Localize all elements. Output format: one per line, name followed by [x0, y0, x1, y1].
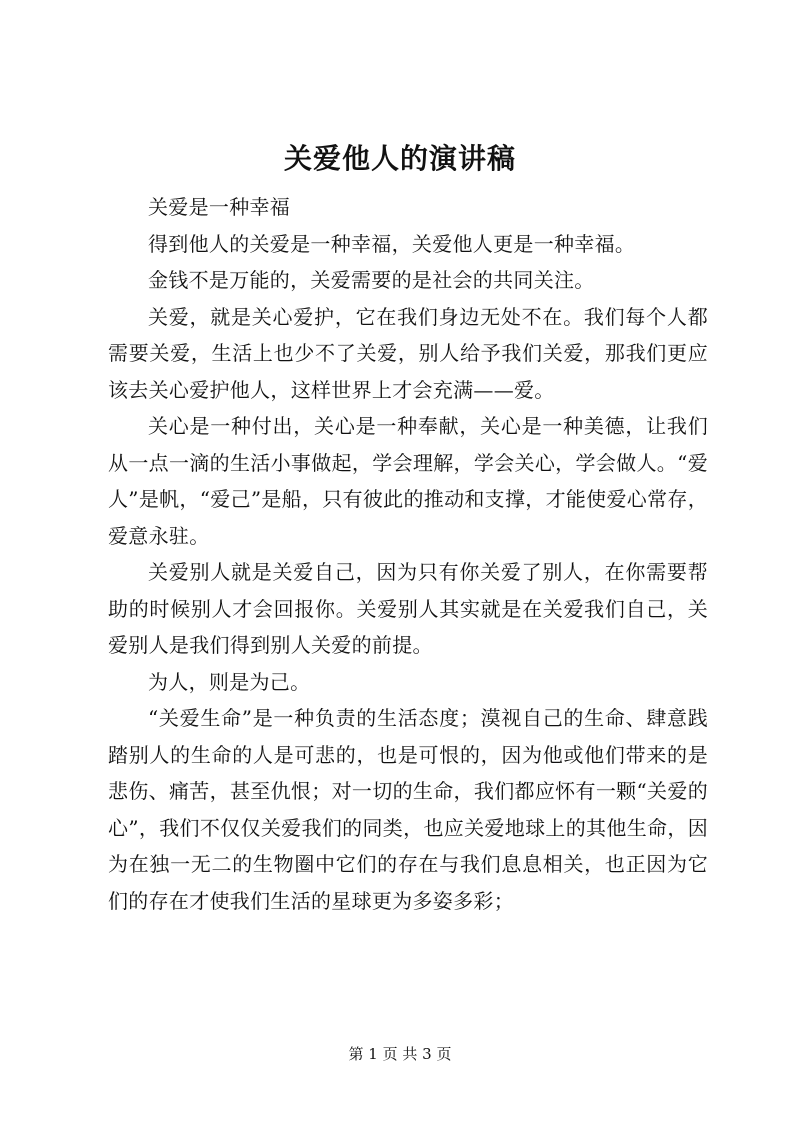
paragraph: 关爱别人就是关爱自己，因为只有你关爱了别人，在你需要帮助的时候别人才会回报你。关爱别人其实就是在关爱我们自己，关爱别人是我们得到别人关爱的前提。: [108, 560, 708, 657]
paragraph: 得到他人的关爱是一种幸福，关爱他人更是一种幸福。: [148, 231, 636, 256]
paragraph: 为人，则是为己。: [148, 669, 311, 694]
paragraph: 关爱是一种幸福: [148, 195, 291, 219]
paragraph: “关爱生命”是一种负责的生活态度；漠视自己的生命、肆意践踏别人的生命的人是可悲的，也是可恨的，因为他或他们带来的是悲伤、痛苦，甚至仇恨；对一切的生命，我们都应怀有一颗“关爱的心”，我们不仅仅关爱我们的同类，也应关爱地球上的其他生命，因为在独一无二的生物圈中它们的存在与我们息息相关，也正因为它们的存在才使我们生活的星球更为多姿多彩；: [108, 706, 708, 913]
page-number-footer: 第 1 页 共 3 页: [348, 1045, 452, 1063]
paragraph: 关爱，就是关心爱护，它在我们身边无处不在。我们每个人都需要关爱，生活上也少不了关爱，别人给予我们关爱，那我们更应该去关心爱护他人，这样世界上才会充满——爱。: [108, 304, 708, 402]
document-body: [108, 189, 708, 919]
document-title: 关爱他人的演讲稿: [283, 142, 516, 175]
paragraph: 关心是一种付出，关心是一种奉献，关心是一种美德，让我们从一点一滴的生活小事做起，学会理解，学会关心，学会做人。“爱人”是帆，“爱己”是船，只有彼此的推动和支撑，才能使爱心常存，爱意永驻。: [108, 414, 708, 548]
paragraph: 金钱不是万能的，关爱需要的是社会的共同关注。: [148, 268, 595, 292]
